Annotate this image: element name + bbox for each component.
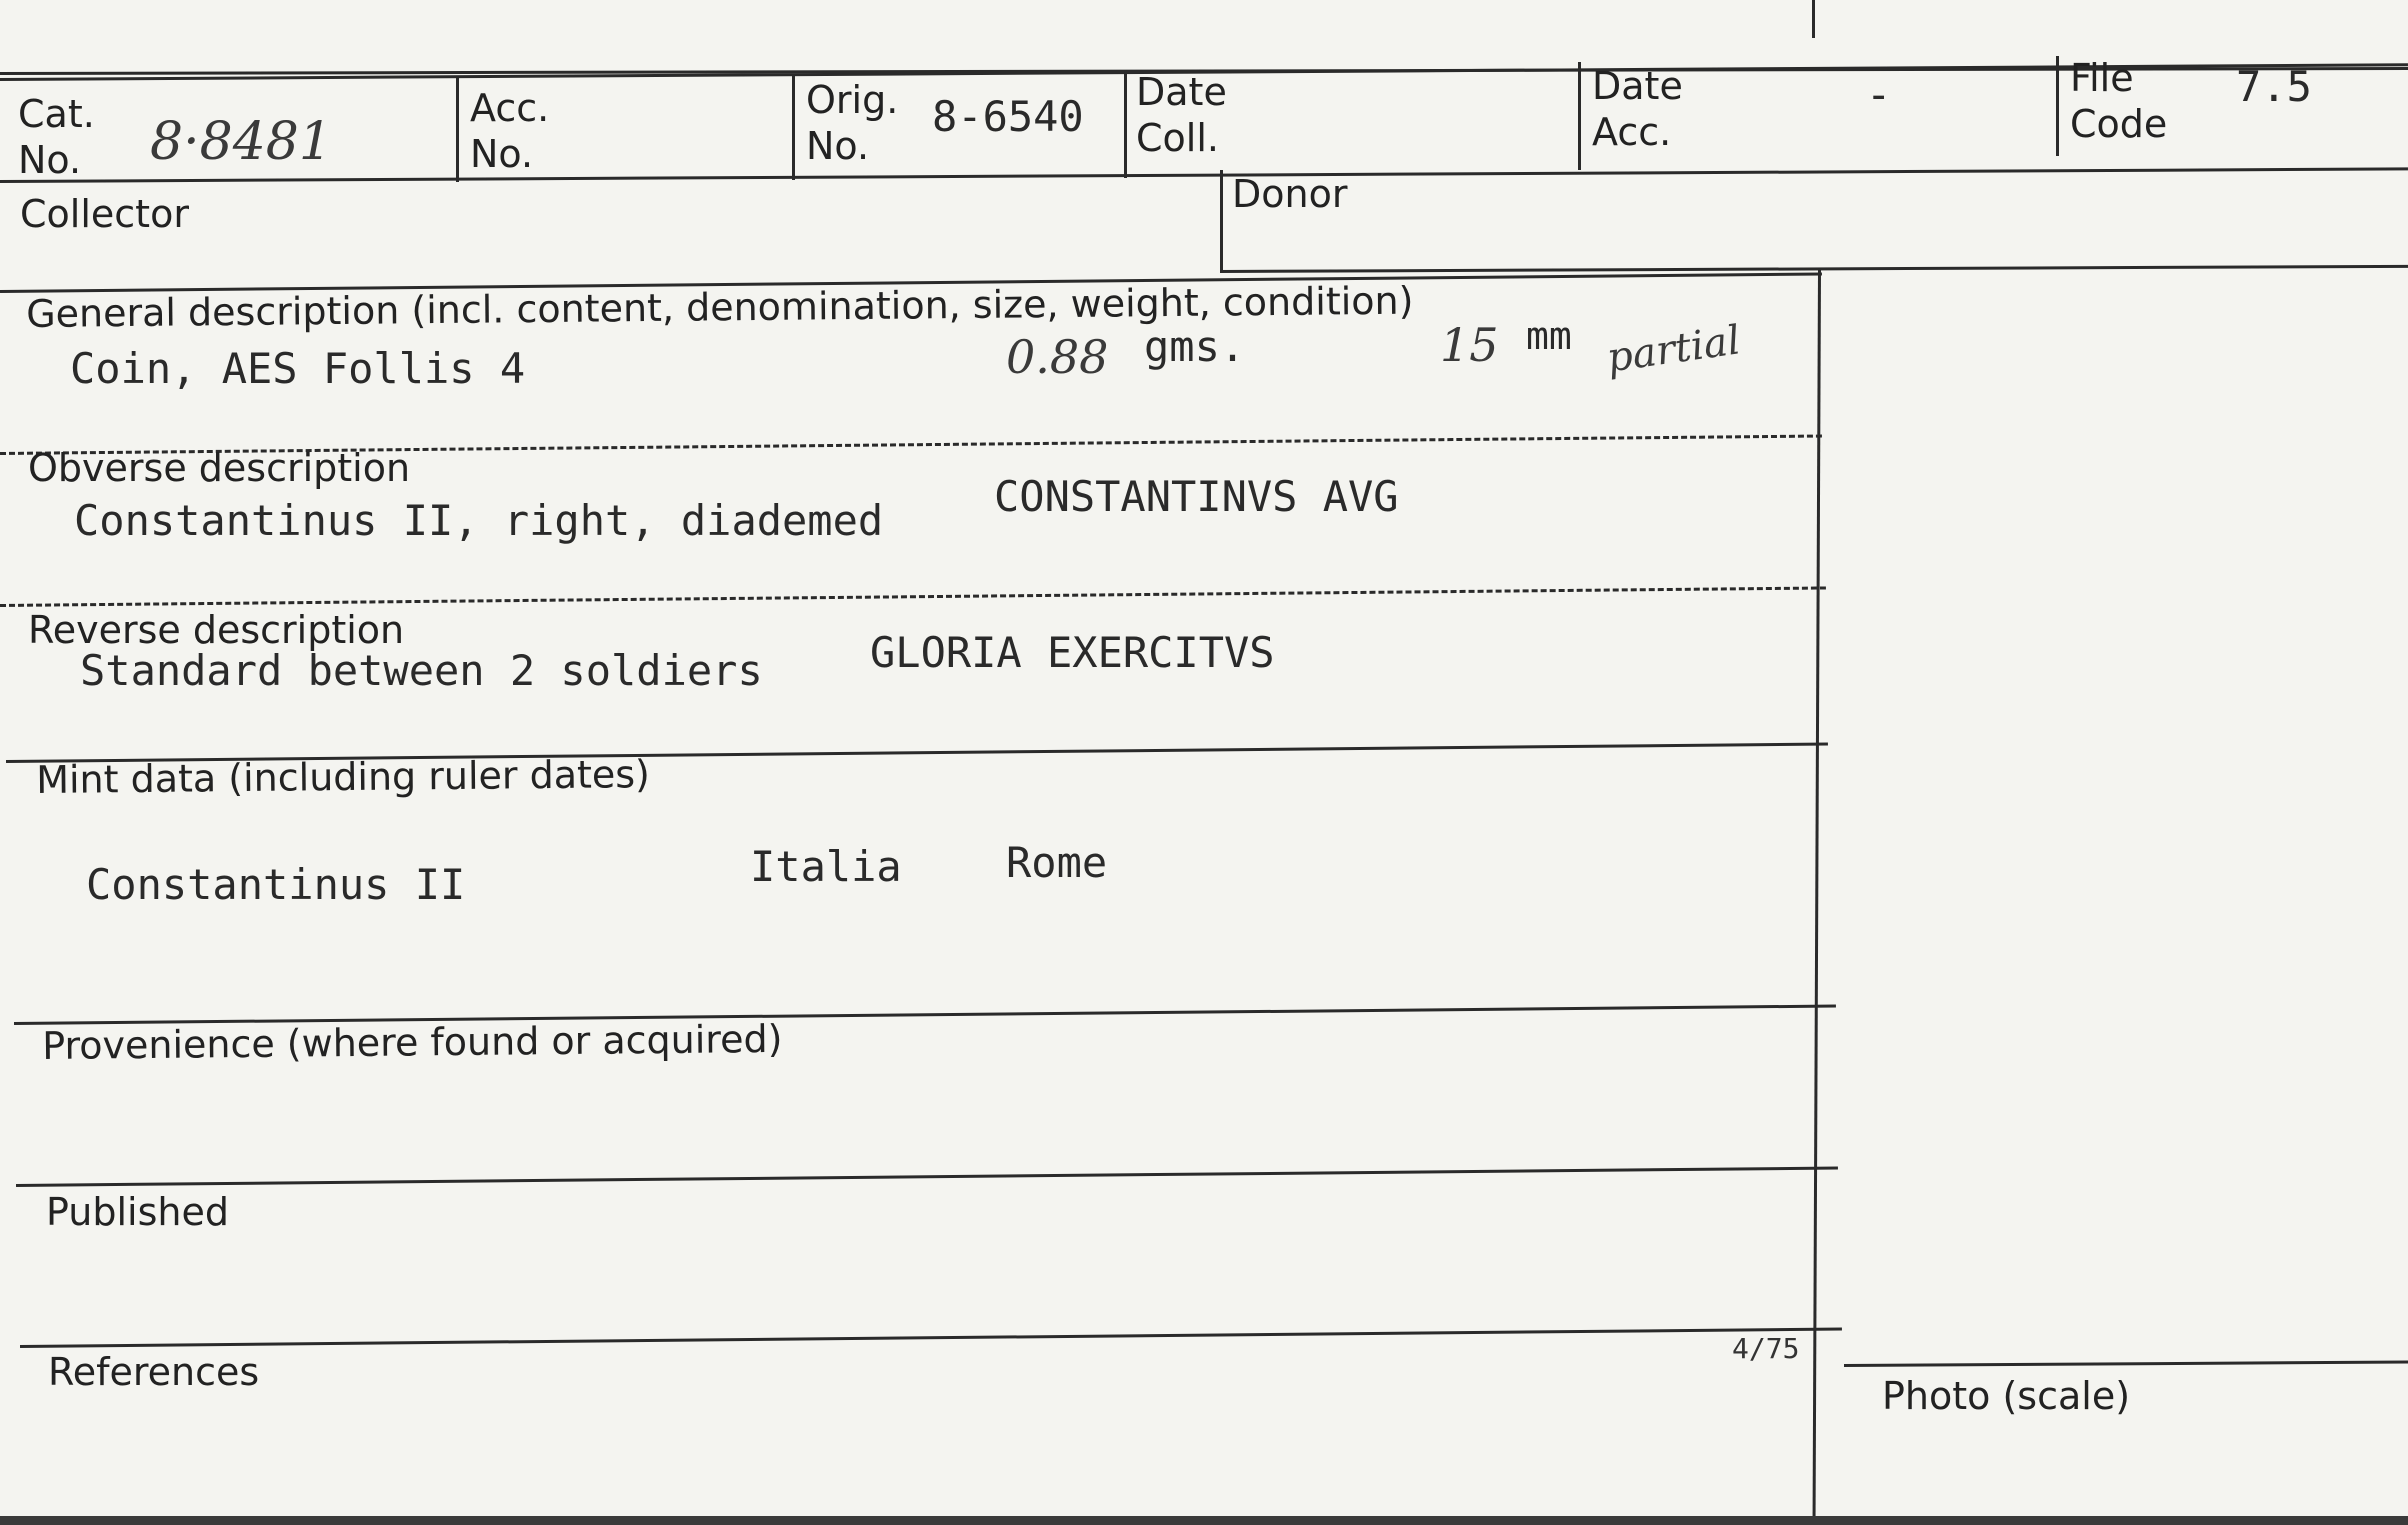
size-unit: mm <box>1526 314 1572 358</box>
orig-no-label-line2: No. <box>806 124 870 168</box>
file-code-label-line1: File <box>2070 56 2134 100</box>
cat-no-label-line2: No. <box>18 138 82 182</box>
photo-scale-label: Photo (scale) <box>1882 1374 2131 1418</box>
mint-data-label: Mint data (including ruler dates) <box>36 752 651 802</box>
size-value: 15 <box>1440 318 1499 372</box>
form-revision-date: 4/75 <box>1732 1332 1800 1365</box>
date-coll-label-line2: Coll. <box>1136 116 1219 160</box>
donor-label: Donor <box>1232 172 1348 216</box>
top-tick <box>1812 0 1815 38</box>
published-bottom-rule <box>20 1328 1842 1348</box>
general-description-value: Coin, AES Follis 4 <box>70 344 526 393</box>
header-divider-5 <box>2056 56 2059 156</box>
acc-no-label-line1: Acc. <box>470 86 550 130</box>
file-code-value: 7.5 <box>2236 62 2312 111</box>
provenience-label: Provenience (where found or acquired) <box>42 1016 783 1068</box>
general-description-label: General description (incl. content, denomination, size, weight, condition) <box>26 278 1414 336</box>
card-bottom-edge <box>0 1516 2408 1525</box>
mint-region: Italia <box>750 842 902 891</box>
date-acc-value: - <box>1866 70 1892 119</box>
mint-ruler: Constantinus II <box>86 860 466 909</box>
provenience-bottom-rule <box>16 1167 1838 1187</box>
cat-no-label-line1: Cat. <box>18 92 95 136</box>
obverse-legend: CONSTANTINVS AVG <box>994 472 1399 521</box>
orig-no-label-line1: Orig. <box>806 78 899 122</box>
date-acc-label-line2: Acc. <box>1592 110 1672 154</box>
weight-unit: gms. <box>1144 322 1246 371</box>
photo-column-divider <box>1813 270 1821 1525</box>
reverse-description-label: Reverse description <box>28 608 405 652</box>
header-divider-1 <box>456 78 459 182</box>
orig-no-value: 8-6540 <box>932 92 1084 141</box>
header-divider-4 <box>1578 62 1581 170</box>
condition-value: partial <box>1604 317 1744 382</box>
mint-city: Rome <box>1006 838 1108 887</box>
references-label: References <box>48 1350 260 1394</box>
published-label: Published <box>46 1190 229 1234</box>
header-bottom-rule <box>0 167 2408 183</box>
cat-no-value: 8·8481 <box>150 112 332 172</box>
reverse-description-value: Standard between 2 soldiers <box>80 646 763 695</box>
file-code-label-line2: Code <box>2070 102 2168 146</box>
obverse-description-value: Constantinus II, right, diademed <box>74 496 884 545</box>
header-divider-3 <box>1124 70 1127 178</box>
reverse-legend: GLORIA EXERCITVS <box>870 628 1275 677</box>
obverse-description-label: Obverse description <box>28 446 411 490</box>
obverse-bottom-dash <box>0 586 1826 607</box>
acc-no-label-line2: No. <box>470 132 534 176</box>
collector-donor-divider <box>1220 170 1223 270</box>
collector-label: Collector <box>20 192 189 236</box>
header-divider-2 <box>792 74 795 180</box>
weight-value: 0.88 <box>1006 330 1109 384</box>
date-acc-label-line1: Date <box>1592 64 1683 108</box>
date-coll-label-line1: Date <box>1136 70 1227 114</box>
photo-top-rule <box>1844 1361 2408 1367</box>
